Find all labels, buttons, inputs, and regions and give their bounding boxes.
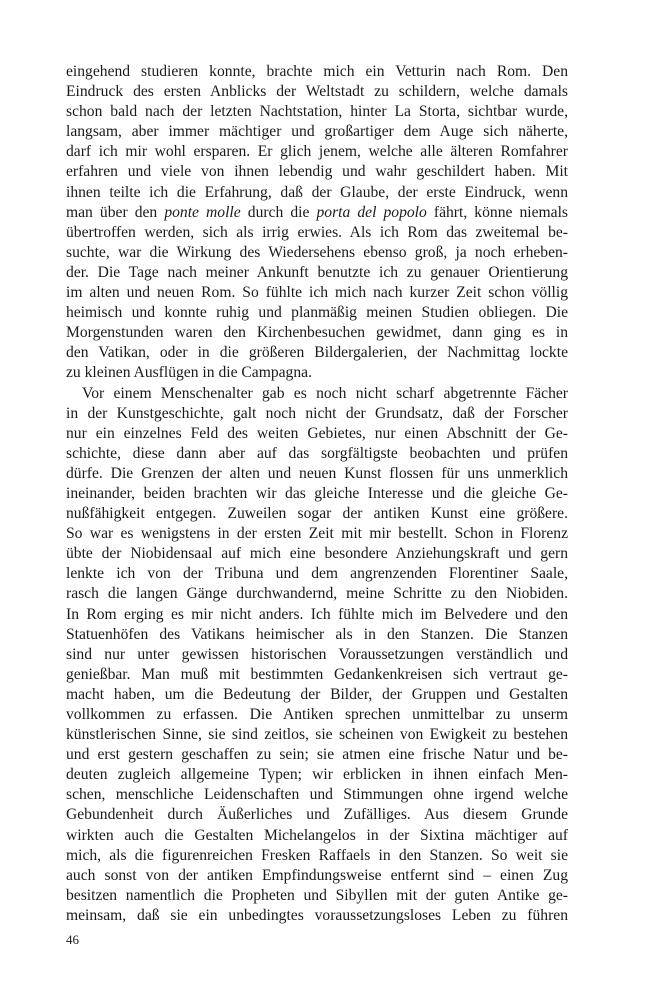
text-line: übte der Niobidensaal auf mich eine besondere Anziehungskraft und gern bbox=[66, 545, 568, 563]
text-line: ineinander, beiden brachten wir das gleiche Interesse und die gleiche Ge- bbox=[66, 484, 568, 502]
text-line: Eindruck des ersten Anblicks der Weltstadt zu schildern, welche damals bbox=[66, 83, 568, 101]
text-line: langsam, aber immer mächtiger und großartiger dem Auge sich näherte, bbox=[66, 123, 568, 141]
text-line: auch sonst von der antiken Empfindungsweise entfernt sind – einen Zug bbox=[66, 866, 568, 884]
text-line: deuten zugleich allgemeine Typen; wir erblicken in ihnen einfach Men- bbox=[66, 766, 568, 784]
text-line: So war es wenigstens in der ersten Zeit mit mir bestellt. Schon in Florenz bbox=[66, 525, 568, 543]
text-line: meinsam, daß sie ein unbedingtes voraussetzungsloses Leben zu führen bbox=[66, 906, 568, 924]
text-line: erfahren und viele von ihnen lebendig und wahr geschildert haben. Mit bbox=[66, 163, 568, 181]
text-line: eingehend studieren konnte, brachte mich ein Vetturin nach Rom. Den bbox=[66, 63, 568, 80]
paragraph-art-history bbox=[66, 384, 568, 927]
text-line: Gebundenheit durch Äußerliches und Zufälliges. Aus diesem Grunde bbox=[66, 806, 568, 824]
text-line: zu kleinen Ausflügen in die Campagna. bbox=[66, 364, 312, 382]
text-line: Vor einem Menschenalter gab es noch nicht scharf abgetrennte Fächer bbox=[82, 384, 568, 402]
book-page-text bbox=[66, 62, 568, 926]
text-line: dürfe. Die Grenzen der alten und neuen Kunst flossen für uns unmerklich bbox=[66, 464, 568, 482]
text-line: nur ein einzelnes Feld des weiten Gebietes, nur einen Abschnitt der Ge- bbox=[66, 424, 568, 442]
text-line: in der Kunstgeschichte, galt noch nicht der Grundsatz, daß der Forscher bbox=[66, 404, 568, 422]
text-line: In Rom erging es mir nicht anders. Ich fühlte mich im Belvedere und den bbox=[66, 605, 568, 623]
text-line: macht haben, um die Bedeutung der Bilder, der Gruppen und Gestalten bbox=[66, 685, 568, 703]
text-line: besitzen namentlich die Propheten und Sibyllen mit der guten Antike ge- bbox=[66, 886, 568, 904]
text-line: mich, als die figurenreichen Fresken Raffaels in den Stanzen. So weit sie bbox=[66, 846, 568, 864]
text-line: rasch die langen Gänge durchwandernd, meine Schritte zu den Niobiden. bbox=[66, 585, 568, 603]
text-line: genießbar. Man muß mit bestimmten Gedankenkreisen sich vertraut ge- bbox=[66, 665, 568, 683]
page-number: 46 bbox=[66, 932, 79, 947]
text-line: sind nur unter gewissen historischen Voraussetzungen verständlich und bbox=[66, 645, 568, 663]
text-line: ihnen teilte ich die Erfahrung, daß der Glaube, der erste Eindruck, wenn bbox=[66, 183, 568, 201]
text-line: den Vatikan, oder in die größeren Bildergalerien, der Nachmittag lockte bbox=[66, 344, 568, 362]
text-line: Statuenhöfen des Vatikans heimischer als in den Stanzen. Die Stanzen bbox=[66, 625, 568, 643]
text-line: der. Die Tage nach meiner Ankunft benutzte ich zu genauer Orientierung bbox=[66, 263, 568, 281]
text-line: suchte, war die Wirkung des Wiedersehens ebenso groß, ja noch erheben- bbox=[66, 243, 568, 261]
text-line: im alten und neuen Rom. So fühlte ich mich nach kurzer Zeit schon völlig bbox=[66, 284, 568, 302]
text-line: vollkommen zu erfassen. Die Antiken sprechen unmittelbar zu unserm bbox=[66, 706, 568, 723]
text-line: schon bald nach der letzten Nachtstation, hinter La Storta, sichtbar wurde, bbox=[66, 103, 568, 121]
text-line: Morgenstunden waren den Kirchenbesuchen gewidmet, dann ging es in bbox=[66, 324, 568, 342]
text-line: wirkten auch die Gestalten Michelangelos in der Sixtina mächtiger auf bbox=[66, 826, 568, 844]
paragraph-arrival-in-rome bbox=[66, 62, 568, 384]
text-line: künstlerischen Sinne, sie sind zeitlos, sie scheinen von Ewigkeit zu bestehen bbox=[66, 726, 568, 744]
text-line: und erst gestern geschaffen zu sein; sie atmen eine frische Natur und be- bbox=[66, 746, 568, 764]
text-line: schen, menschliche Leidenschaften und Stimmungen ohne irgend welche bbox=[66, 786, 568, 804]
text-line: darf ich mir wohl ersparen. Er glich jenem, welche alle älteren Romfahrer bbox=[66, 143, 568, 161]
text-line: schichte, diese dann aber auf das sorgfältigste beobachten und prüfen bbox=[66, 444, 568, 462]
text-line: heimisch und konnte ruhig und planmäßig meinen Studien obliegen. Die bbox=[66, 304, 568, 322]
text-line: man über den ponte molle durch die porta del popolo fährt, könne niemals bbox=[66, 203, 568, 221]
text-line: übertroffen werden, sich als irrig erwies. Als ich Rom das zweitemal be- bbox=[66, 223, 568, 241]
text-line: lenkte ich von der Tribuna und dem angrenzenden Florentiner Saale, bbox=[66, 565, 568, 583]
text-line: nußfähigkeit entgegen. Zuweilen sogar der antiken Kunst eine größere. bbox=[66, 505, 568, 523]
